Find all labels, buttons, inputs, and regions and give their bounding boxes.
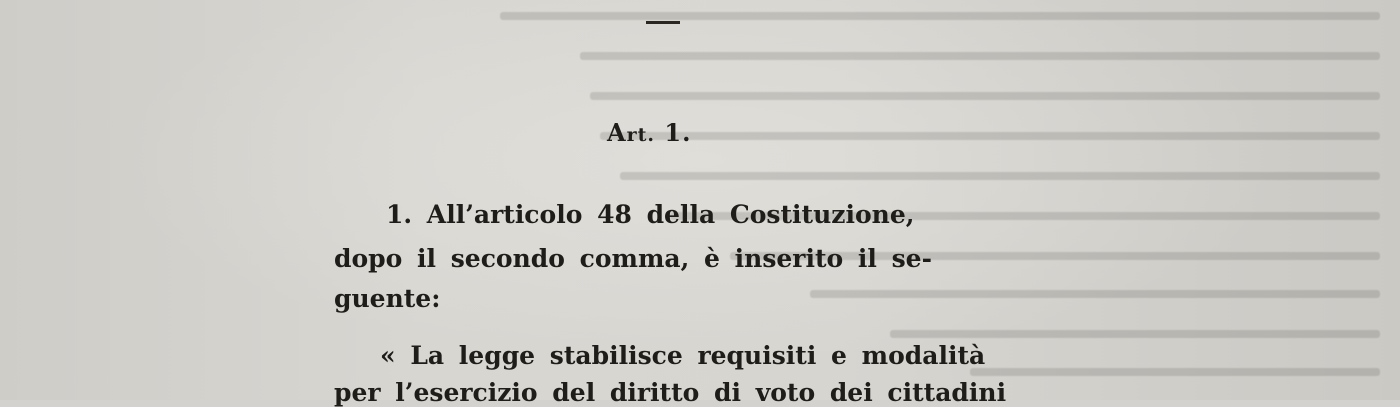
paragraph-line-2: dopo il secondo comma, è inserito il se- xyxy=(334,244,932,273)
quote-line-2: per l’esercizio del diritto di voto dei cittadini xyxy=(334,378,1007,407)
quote-line-1: « La legge stabilisce requisiti e modalità xyxy=(380,341,986,370)
paragraph-line-3: guente: xyxy=(334,284,441,313)
article-heading xyxy=(607,118,691,147)
article-number: 1. xyxy=(664,118,692,147)
paragraph-line-1: 1. All’articolo 48 della Costituzione, xyxy=(386,200,915,229)
separator-dash xyxy=(646,21,680,24)
article-heading-initial: A xyxy=(607,118,627,147)
article-heading-smallcaps: rt. xyxy=(626,124,656,146)
